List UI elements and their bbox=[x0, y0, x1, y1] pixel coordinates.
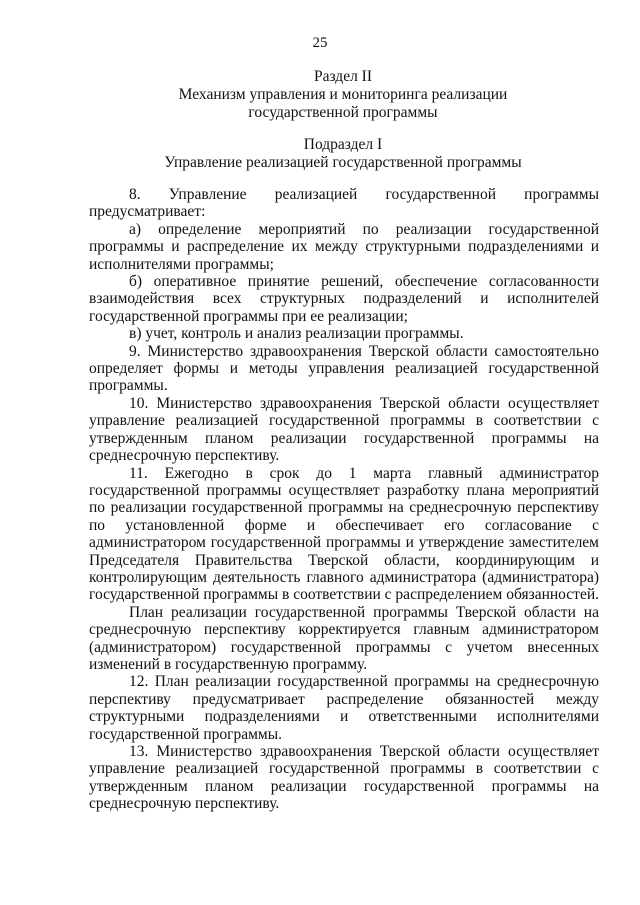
subsection-heading bbox=[60, 136, 626, 172]
paragraph-8c: в) учет, контроль и анализ реализации программы. bbox=[129, 325, 464, 343]
paragraph-8b: б) оперативное принятие решений, обеспечение согласованности взаимодействия всех структурных подразделений и исполнителей государственной программы при ее реализации; bbox=[89, 273, 599, 325]
paragraph-11: 11. Ежегодно в срок до 1 марта главный администратор государственной программы осуществляет разработку плана мероприятий по реализации государственной программы на среднесрочную перспективу по установленной форме и обеспечивает его согласование с администратором государственной программы и утверждение заместителем Председателя Правительства Тверской области, координирующим и контролирующим деятельность главного администратора (администратора) государственной программы в соответствии с распределением обязанностей. bbox=[89, 464, 600, 604]
section-heading bbox=[60, 68, 626, 122]
paragraph-12: 12. План реализации государственной программы на среднесрочную перспективу предусматривает распределение обязанностей между структурными подразделениями и ответственными исполнителями государственной программы. bbox=[89, 673, 599, 743]
section-title-line2: государственной программы bbox=[248, 104, 438, 121]
paragraph-8a: а) определение мероприятий по реализации государственной программы и распределение их между структурными подразделениями и исполнителями программы; bbox=[89, 220, 599, 273]
paragraph-13: 13. Министерство здравоохранения Тверской области осуществляет управление реализацией государственной программы в соответствии с утвержденным планом реализации государственной программы на среднесрочную перспективу. bbox=[89, 743, 599, 813]
paragraph-11-plan: План реализации государственной программы Тверской области на среднесрочную перспективу корректируется главным администратором (администратором) государственной программы с учетом внесенных изменений в государственную программу. bbox=[89, 603, 599, 673]
section-label: Раздел II bbox=[313, 68, 373, 85]
body-text bbox=[89, 186, 599, 813]
section-title-line1: Механизм управления и мониторинга реализации bbox=[178, 86, 508, 103]
subsection-title: Управление реализацией государственной программы bbox=[164, 154, 522, 171]
subsection-label: Подраздел I bbox=[303, 136, 383, 153]
paragraph-10: 10. Министерство здравоохранения Тверской области осуществляет управление реализацией государственной программы в соответствии с утвержденным планом реализации государственной программы на среднесрочную перспективу. bbox=[89, 394, 599, 465]
paragraph-9: 9. Министерство здравоохранения Тверской области самостоятельно определяет формы и методы управления реализацией государственной программы. bbox=[89, 342, 599, 395]
page-number: 25 bbox=[312, 35, 328, 51]
paragraph-8: 8. Управление реализацией государственной программы предусматривает: bbox=[89, 186, 599, 221]
